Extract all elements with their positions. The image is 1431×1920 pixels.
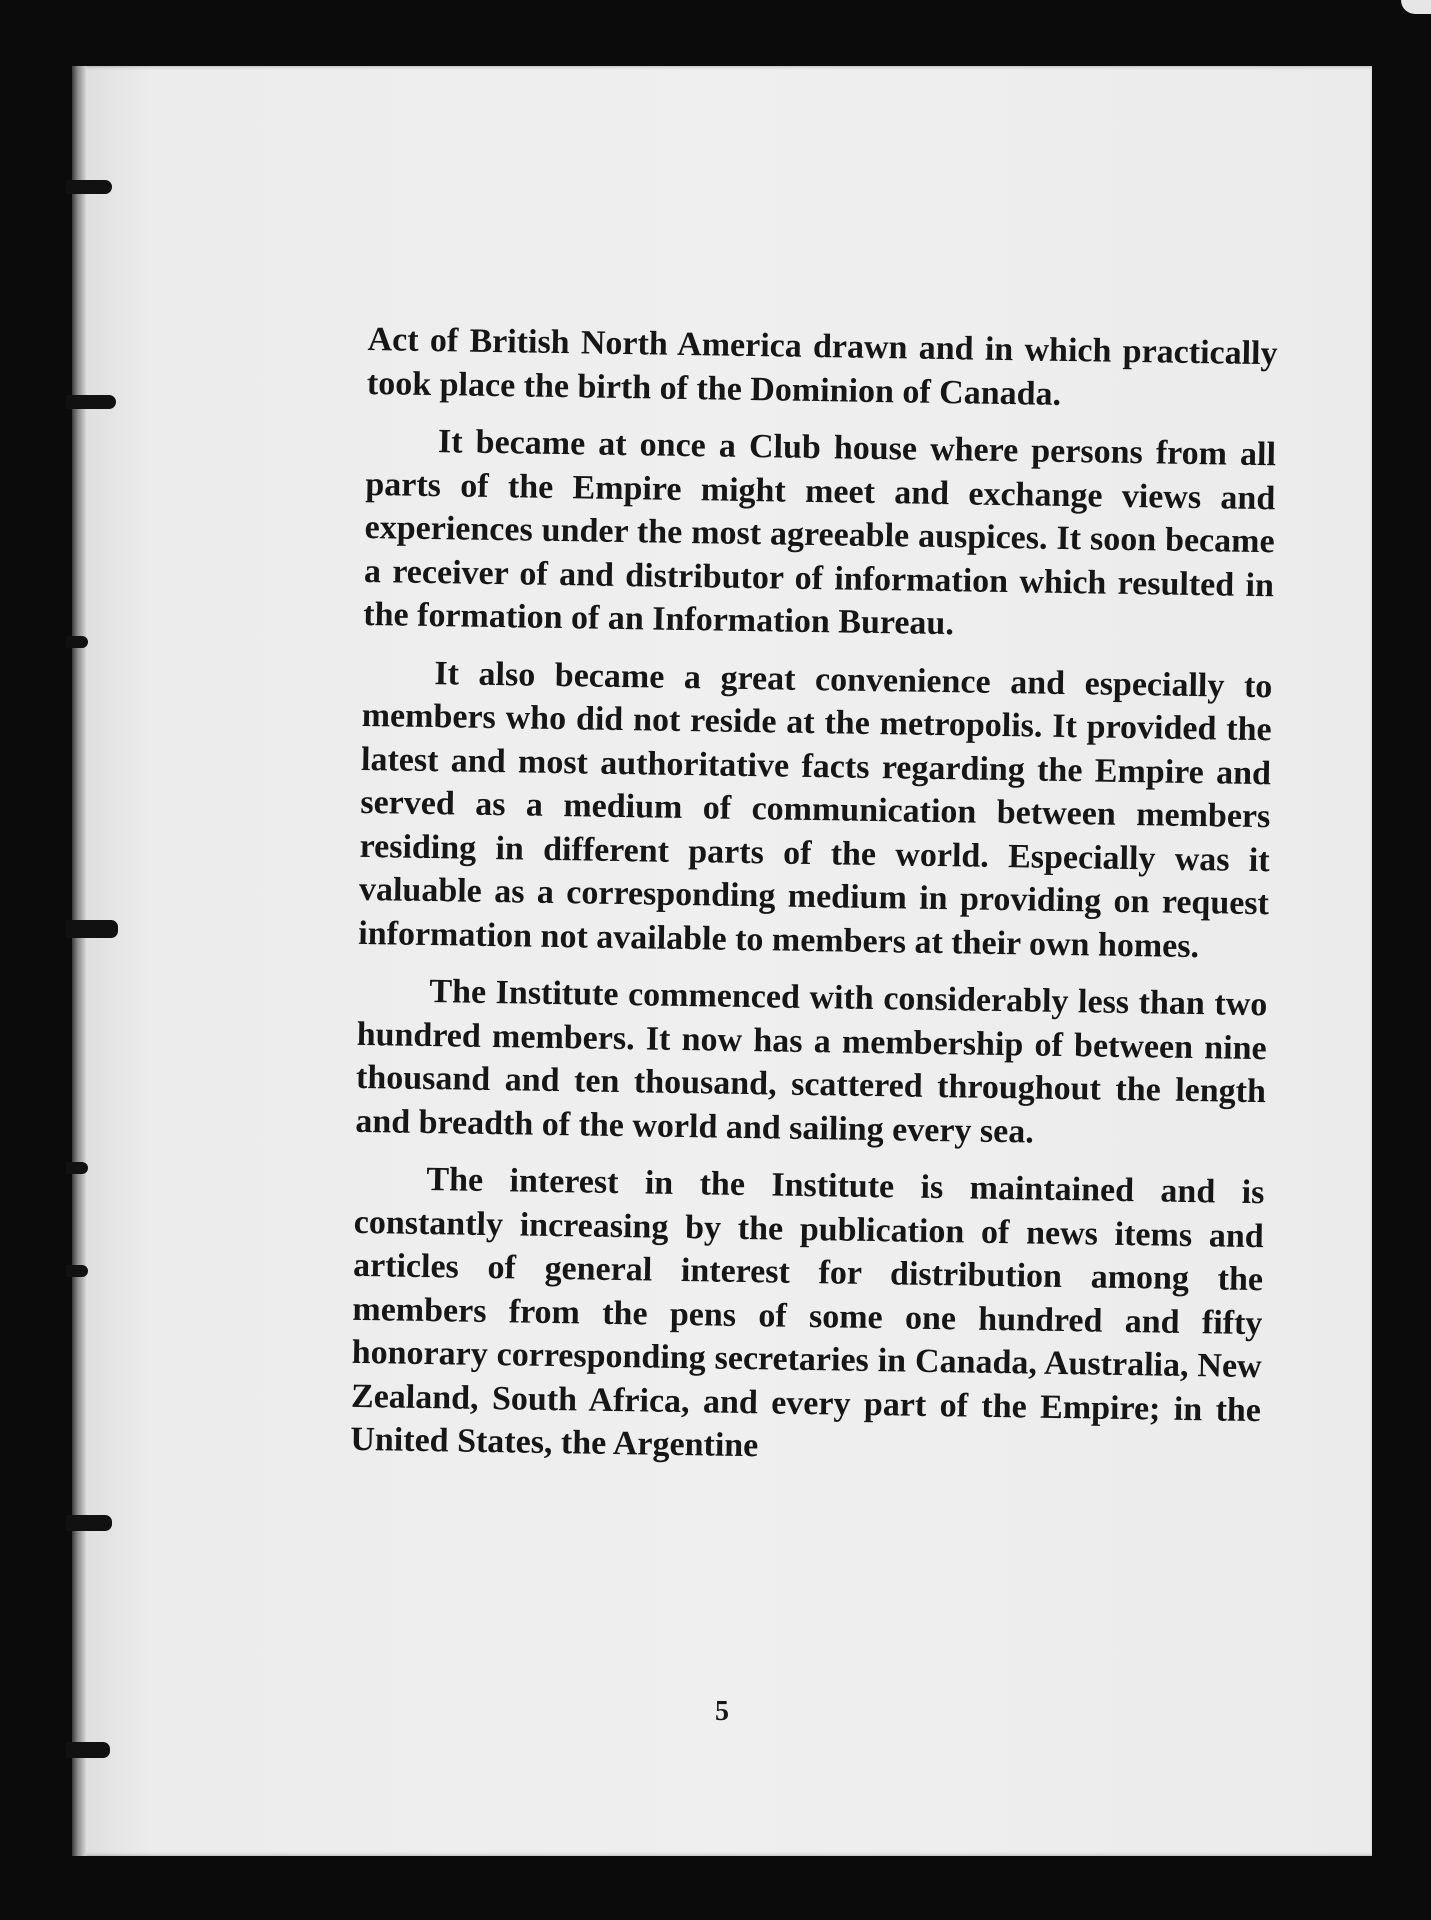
binding-staple-mark xyxy=(66,180,112,194)
binding-staple-mark xyxy=(66,636,88,648)
page-number: 5 xyxy=(715,1696,729,1727)
binding-staple-mark xyxy=(66,1742,110,1758)
paragraph-2: It became at once a Club house where persons from all parts of the Empire might meet and exchange views and experiences under the most agreeable auspices. It soon became a receiver of and distributor of information which resulted in the formation of an Information Bureau. xyxy=(363,423,1277,643)
paragraph-5: The interest in the Institute is maintained and is constantly increasing by the publication of news items and articles of general interest for distribution among the members from the pens of some one hundred and fifty honorary corresponding secretaries in Canada, Australia, New Zealand, South Africa, and every part of the Empire; in the United States, the Argentine xyxy=(350,1161,1265,1465)
paragraph-1: Act of British North America drawn and in which practically took place the birth of the Dominion of Canada. xyxy=(366,320,1278,413)
scan-corner-artifact xyxy=(1401,0,1431,14)
paragraph-3: It also became a great convenience and especially to members who did not reside at the metropolis. It provided the latest and most authoritative facts regarding the Empire and served as a medium of communication between members residing in different parts of the world. Especially was it valuable as a corresponding medium in providing on request information not available to members at their own homes. xyxy=(358,654,1273,965)
binding-staple-mark xyxy=(66,1162,88,1174)
page-sheet xyxy=(72,66,1372,1856)
binding-staple-mark xyxy=(66,1515,112,1531)
binding-staple-mark xyxy=(66,920,118,938)
body-text xyxy=(350,318,1278,1490)
binding-edge xyxy=(72,66,86,1856)
binding-staple-mark xyxy=(66,1265,88,1277)
binding-staple-mark xyxy=(66,395,116,409)
paragraph-4: The Institute commenced with considerably less than two hundred members. It now has a membership of between nine thousand and ten thousand, scattered throughout the length and breadth of the world and sailing every sea. xyxy=(355,973,1268,1151)
